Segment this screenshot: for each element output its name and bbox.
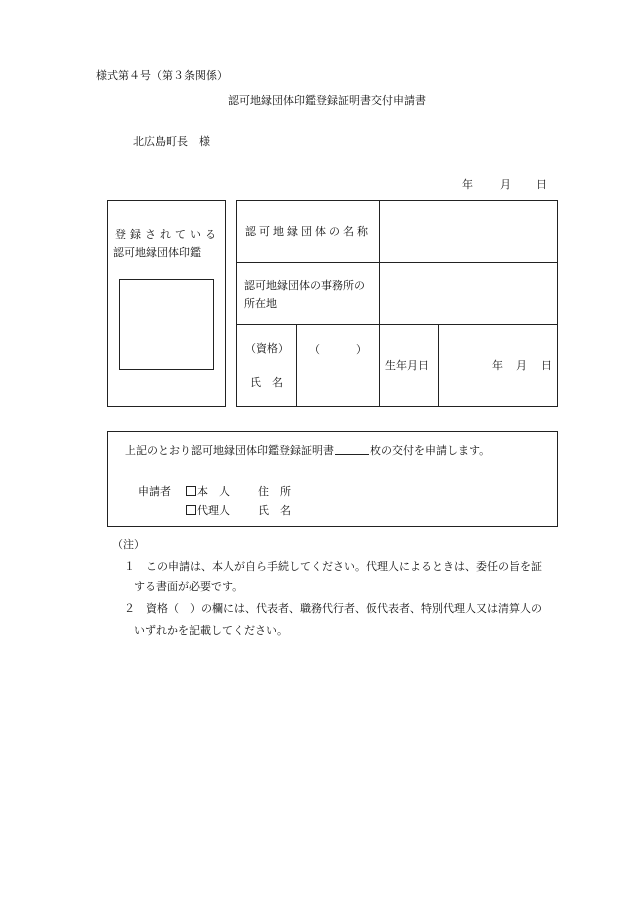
- note-1-line1: この申請は、本人が自ら手続してください。代理人によるときは、委任の旨を証: [146, 560, 542, 573]
- office-label-line1: 認可地縁団体の事務所の: [244, 279, 365, 292]
- agent-checkbox[interactable]: [186, 505, 196, 515]
- date-month-label: 月: [500, 178, 511, 191]
- date-year-label: 年: [462, 178, 473, 191]
- qualification-field[interactable]: [318, 340, 354, 358]
- note-1-line2: する書面が必要です。: [134, 580, 244, 593]
- form-number: 様式第４号（第３条関係）: [96, 69, 228, 82]
- qualification-paren-open: （: [309, 343, 320, 356]
- option-agent[interactable]: [186, 505, 230, 516]
- applicant-address-label: 住 所: [258, 485, 291, 498]
- option-self-label: 本 人: [197, 485, 230, 498]
- birth-day-label: 日: [541, 359, 552, 372]
- addressee: 北広島町長 様: [133, 135, 210, 148]
- birthdate-divider: [438, 324, 439, 407]
- request-text-before: 上記のとおり認可地縁団体印鑑登録証明書: [125, 444, 334, 457]
- org-name-label: 認可地縁団体の名称: [245, 225, 371, 238]
- representative-name-label: 氏 名: [250, 376, 283, 389]
- applicant-label: 申請者: [138, 485, 171, 498]
- office-address-field[interactable]: [382, 265, 556, 322]
- qualification-divider: [296, 324, 297, 407]
- representative-name-field[interactable]: [299, 365, 377, 403]
- date-day-label: 日: [536, 178, 547, 191]
- note-1-number: １: [124, 560, 135, 573]
- note-2-line2: いずれかを記載してください。: [134, 624, 288, 637]
- copies-blank-field[interactable]: [335, 444, 369, 455]
- birthdate-label: 生年月日: [385, 359, 429, 372]
- notes-heading: （注）: [112, 538, 145, 551]
- request-text-after: 枚の交付を申請します。: [370, 444, 491, 457]
- note-2-line1: 資格（ ）の欄には、代表者、職務代行者、仮代表者、特別代理人又は清算人の: [146, 602, 542, 615]
- seal-label-line2: 認可地縁団体印鑑: [113, 246, 201, 259]
- option-self[interactable]: [186, 486, 230, 497]
- qualification-paren-close: ）: [356, 343, 367, 356]
- note-2-number: ２: [124, 602, 135, 615]
- qualification-label: （資格）: [245, 342, 289, 355]
- seal-label-line1: 登録されている: [115, 228, 220, 241]
- seal-stamp-area[interactable]: [119, 279, 214, 370]
- applicant-name-label: 氏 名: [258, 504, 291, 517]
- document-title: 認可地縁団体印鑑登録証明書交付申請書: [228, 94, 426, 107]
- office-label-line2: 所在地: [244, 297, 277, 310]
- birth-year-label: 年: [492, 359, 503, 372]
- row-divider-1: [236, 262, 558, 263]
- option-agent-label: 代理人: [197, 504, 230, 517]
- self-checkbox[interactable]: [186, 486, 196, 496]
- label-value-divider: [379, 200, 380, 407]
- request-statement: [125, 444, 490, 456]
- row-divider-2: [236, 324, 558, 325]
- org-name-field[interactable]: [382, 203, 556, 260]
- birth-month-label: 月: [516, 359, 527, 372]
